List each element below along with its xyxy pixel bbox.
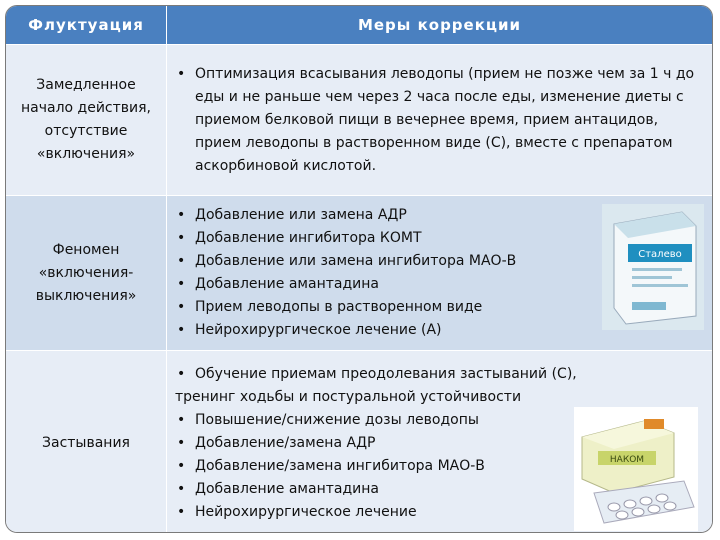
header-fluctuation: Флуктуация [6,6,167,45]
header-correction: Меры коррекции [167,6,713,45]
nakom-label: НАКОМ [609,455,645,465]
correction-table-frame [5,5,713,533]
list-item: • Добавление/замена АДР [175,432,702,455]
list-item: • Обучение приемам преодолевания застываний (С), [175,363,702,386]
correction-list [175,63,702,178]
fluctuation-cell: Замедленное начало действия, отсутствие «включения» [6,45,167,196]
list-item: • Оптимизация всасывания леводопы (прием не позже чем за 1 ч до еды и не раньше чем через 2 часа после еды, изменение диеты с приемом белковой пищи в вечернее время, прием антацидов, прием леводопы в растворенном виде (С), вместе с препаратом аскорбиновой кислотой. [175,63,702,178]
correction-table [6,6,712,533]
list-item: • Добавление или замена ингибитора МАО-В [175,250,702,273]
nakom-package-icon [574,407,698,531]
stalevo-package-image [602,204,704,330]
list-item: • Нейрохирургическое лечение (А) [175,319,702,342]
list-item: • Прием леводопы в растворенном виде [175,296,702,319]
list-item-continuation: тренинг ходьбы и постуральной устойчивости [175,388,522,405]
list-item: • Добавление/замена ингибитора МАО-В [175,455,702,478]
list-item: • Добавление амантадина [175,273,702,296]
list-item: • Добавление ингибитора КОМТ [175,227,702,250]
correction-cell [167,351,713,534]
fluctuation-cell: Феномен «включения-выключения» [6,196,167,351]
list-item: • Повышение/снижение дозы леводопы [175,409,702,432]
stalevo-package-icon [602,204,704,330]
correction-cell [167,45,713,196]
stalevo-label: Сталево [638,249,682,260]
fluctuation-cell: Застывания [6,351,167,534]
table-row [6,351,712,534]
list-item: • Нейрохирургическое лечение [175,501,702,524]
list-item: • Добавление амантадина [175,478,702,501]
table-row [6,196,712,351]
correction-cell [167,196,713,351]
nakom-package-image [574,407,698,531]
table-header-row [6,6,712,45]
list-item: • Добавление или замена АДР [175,204,702,227]
correction-list [175,363,702,386]
table-row [6,45,712,196]
